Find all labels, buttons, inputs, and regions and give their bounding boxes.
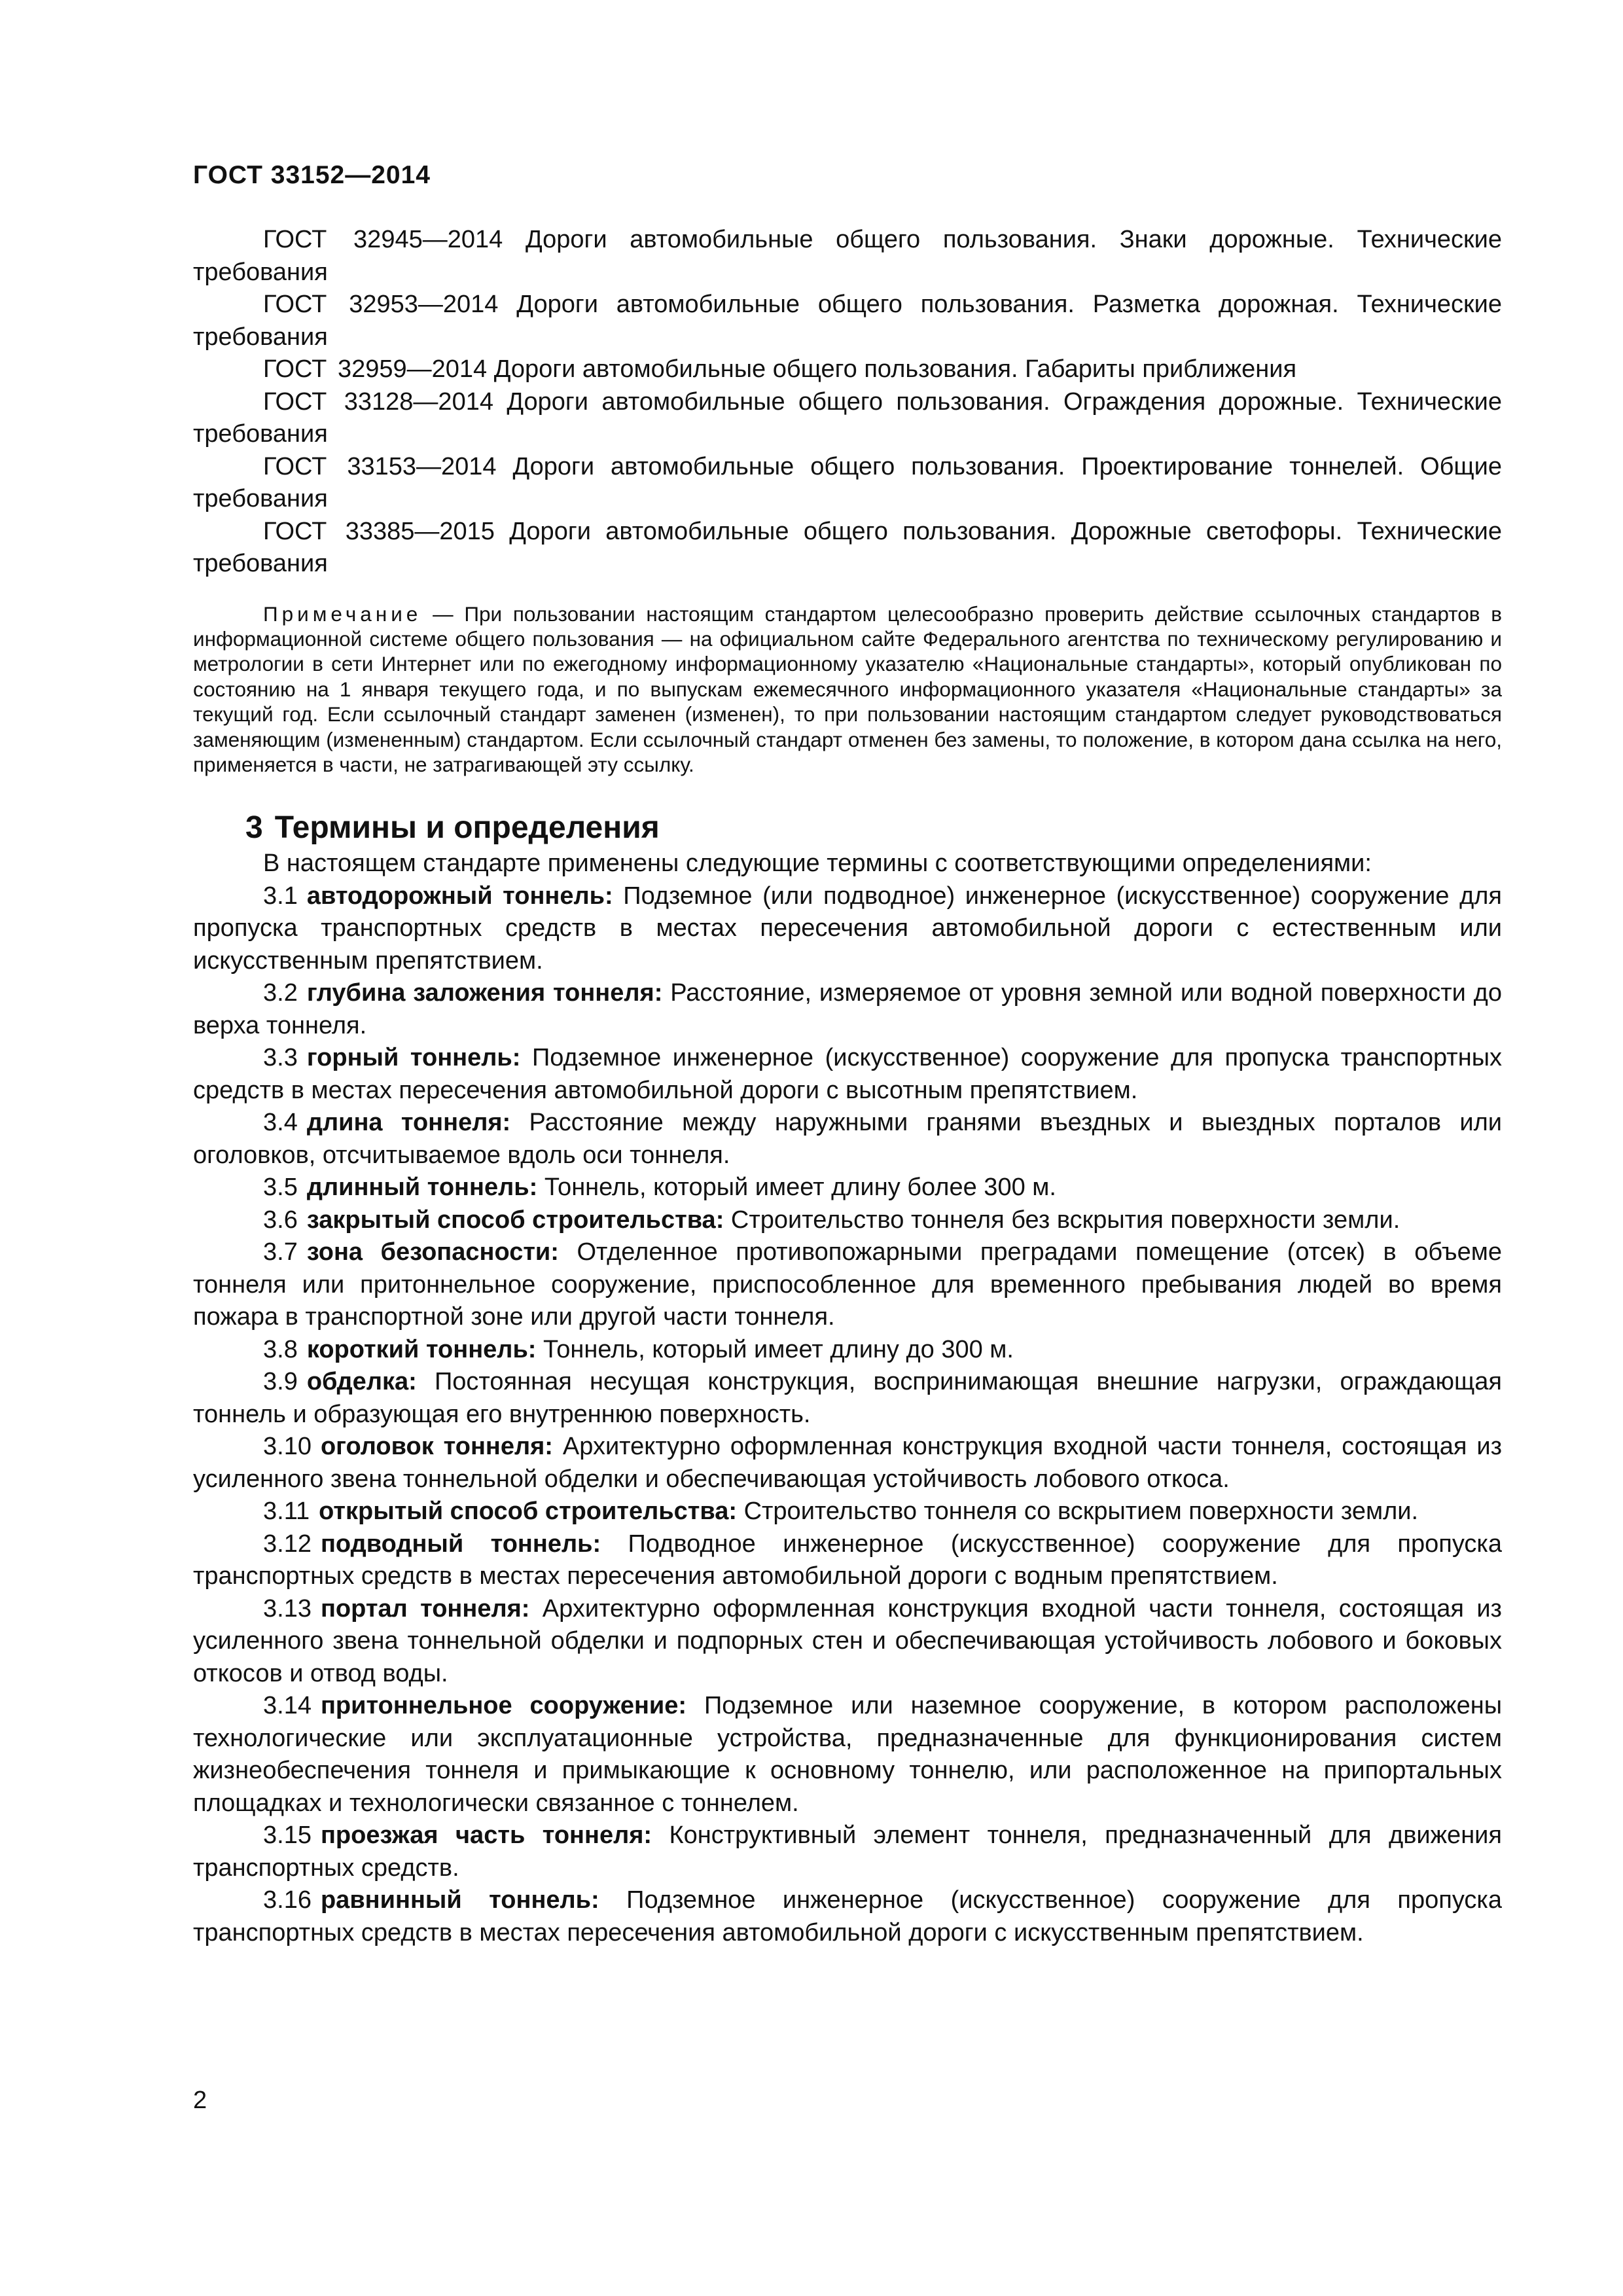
term-definition <box>193 1593 1502 1691</box>
term-number: 3.4 <box>263 1109 298 1137</box>
term-name: проезжая часть тоннеля: <box>320 1821 652 1850</box>
term-name: глубина заложения тоннеля: <box>306 979 663 1007</box>
term-definition <box>193 1366 1502 1431</box>
reference-item <box>193 289 1502 353</box>
term-text: Подземное инженерное (искусственное) сооружение для пропуска транспортных средств в местах пересечения автомобильной дороги с высотным препятствием. <box>193 1044 1502 1104</box>
term-definition <box>193 1204 1502 1237</box>
section-title: Термины и определения <box>274 810 660 846</box>
term-text: Подземное (или подводное) инженерное (искусственное) сооружение для пропуска транспортных средств в местах пересечения автомобильной дороги с естественным или искусственным препятствием. <box>193 882 1502 975</box>
term-name: автодорожный тоннель: <box>306 882 613 910</box>
term-definition <box>193 1496 1502 1528</box>
term-text: Строительство тоннеля без вскрытия поверхности земли. <box>730 1206 1400 1234</box>
term-text: Отделенное противопожарными преградами помещение (отсек) в объеме тоннеля или притоннельное сооружение, приспособленное для временного пребывания людей во время пожара в транспортной зоне или другой части тоннеля. <box>193 1238 1502 1331</box>
term-name: оголовок тоннеля: <box>320 1433 553 1461</box>
term-text: Подводное инженерное (искусственное) сооружение для пропуска транспортных средств в местах пересечения автомобильной дороги с водным препятствием. <box>193 1530 1503 1590</box>
reference-item <box>193 451 1502 516</box>
term-name: короткий тоннель: <box>306 1335 537 1363</box>
reference-item <box>193 516 1502 581</box>
term-definition <box>193 880 1502 978</box>
note-label: Примечание <box>263 601 422 626</box>
term-name: длинный тоннель: <box>306 1174 538 1202</box>
term-name: обделка: <box>306 1368 417 1396</box>
reference-title: Дороги автомобильные общего пользования. Разметка дорожная. Технические требования <box>193 291 1502 351</box>
term-name: закрытый способ строительства: <box>306 1206 724 1234</box>
note-paragraph <box>193 601 1502 778</box>
reference-code: ГОСТ 32953—2014 <box>263 291 499 318</box>
term-definition <box>193 1528 1502 1593</box>
term-name: равнинный тоннель: <box>320 1886 599 1914</box>
term-definition <box>193 1820 1502 1884</box>
term-number: 3.5 <box>263 1174 298 1202</box>
term-text: Архитектурно оформленная конструкция входной части тоннеля, состоящая из усиленного звена тоннельной обделки и подпорных стен и обеспечивающая устойчивость лобового и боковых откосов и отвод воды. <box>193 1594 1502 1687</box>
section-heading <box>245 808 1502 848</box>
term-name: подводный тоннель: <box>320 1530 601 1558</box>
reference-title: Дороги автомобильные общего пользования. Дорожные светофоры. Технические требования <box>193 517 1503 577</box>
term-text: Подземное или наземное сооружение, в котором расположены технологические или эксплуатационные устройства, предназначенные для функционирования систем жизнеобеспечения тоннеля и примыкающие к основному тоннелю, или расположенное на припортальных площадках и технологически связанное с тоннелем. <box>193 1692 1503 1817</box>
reference-code: ГОСТ 33128—2014 <box>263 387 493 416</box>
term-definition <box>193 1042 1502 1107</box>
term-number: 3.11 <box>263 1498 310 1526</box>
page-content <box>193 224 1502 1949</box>
term-number: 3.3 <box>263 1044 298 1072</box>
term-name: зона безопасности: <box>306 1238 559 1266</box>
term-number: 3.9 <box>263 1368 298 1396</box>
reference-item <box>193 386 1502 451</box>
reference-code: ГОСТ 33153—2014 <box>263 452 497 480</box>
term-name: притоннельное сооружение: <box>320 1692 687 1720</box>
term-definition <box>193 977 1502 1042</box>
term-number: 3.16 <box>263 1886 312 1914</box>
term-number: 3.7 <box>263 1238 298 1266</box>
term-definition <box>193 1334 1502 1367</box>
term-definition <box>193 1431 1502 1496</box>
note-text: — При пользовании настоящим стандартом целесообразно проверить действие ссылочных стандартов в информационной системе общего пользования — на официальном сайте Федерального агентства по техническому регулированию и метрологии в сети Интернет или по ежегодному информационному указателю «Национальные стандарты», который опубликован по состоянию на 1 января текущего года, и по выпускам ежемесячного информационного указателя «Национальные стандарты» за текущий год. Если ссылочный стандарт заменен (изменен), то при пользовании настоящим стандартом следует руководствоваться заменяющим (измененным) стандартом. Если ссылочный стандарт отменен без замены, то положение, в котором дана ссылка на него, применяется в части, не затрагивающей эту ссылку. <box>193 601 1502 776</box>
normative-references-list <box>193 224 1502 581</box>
term-number: 3.1 <box>263 882 298 910</box>
term-number: 3.8 <box>263 1335 298 1363</box>
reference-title: Дороги автомобильные общего пользования. Габариты приближения <box>493 355 1297 383</box>
term-number: 3.14 <box>263 1692 312 1720</box>
term-text: Постоянная несущая конструкция, воспринимающая внешние нагрузки, ограждающая тоннель и образующая его внутреннюю поверхность. <box>193 1368 1502 1428</box>
term-definition <box>193 1172 1502 1204</box>
section-intro: В настоящем стандарте применены следующие термины с соответствующими определениями: <box>263 850 1372 878</box>
reference-code: ГОСТ 33385—2015 <box>263 517 495 545</box>
term-name: портал тоннеля: <box>320 1594 530 1623</box>
term-text: Строительство тоннеля со вскрытием поверхности земли. <box>743 1498 1419 1526</box>
term-definition <box>193 1236 1502 1334</box>
terms-list <box>193 848 1502 1949</box>
term-text: Расстояние между наружными гранями въездных и выездных порталов или оголовков, отсчитываемое вдоль оси тоннеля. <box>193 1109 1503 1169</box>
document-code-header: ГОСТ 33152—2014 <box>193 161 431 189</box>
term-text: Тоннель, который имеет длину более 300 м. <box>544 1174 1056 1202</box>
reference-title: Дороги автомобильные общего пользования. Ограждения дорожные. Технические требования <box>193 387 1503 448</box>
term-name: длина тоннеля: <box>306 1109 511 1137</box>
term-definition <box>193 1107 1502 1172</box>
term-definition <box>193 1884 1502 1949</box>
term-number: 3.13 <box>263 1594 312 1623</box>
reference-title: Дороги автомобильные общего пользования. Знаки дорожные. Технические требования <box>193 226 1503 286</box>
section-number: 3 <box>245 810 263 846</box>
term-text: Архитектурно оформленная конструкция входной части тоннеля, состоящая из усиленного звена тоннельной обделки и обеспечивающая устойчивость лобового откоса. <box>193 1433 1502 1493</box>
term-number: 3.15 <box>263 1821 312 1850</box>
term-text: Тоннель, который имеет длину до 300 м. <box>543 1335 1014 1363</box>
term-number: 3.2 <box>263 979 298 1007</box>
term-number: 3.10 <box>263 1433 312 1461</box>
term-name: открытый способ строительства: <box>319 1498 738 1526</box>
term-number: 3.12 <box>263 1530 312 1558</box>
term-name: горный тоннель: <box>306 1044 521 1072</box>
term-text: Подземное инженерное (искусственное) сооружение для пропуска транспортных средств в местах пересечения автомобильной дороги с искусственным препятствием. <box>193 1886 1502 1946</box>
reference-code: ГОСТ 32959—2014 <box>263 355 488 383</box>
page-number: 2 <box>193 2087 207 2114</box>
term-text: Расстояние, измеряемое от уровня земной или водной поверхности до верха тоннеля. <box>193 979 1502 1039</box>
term-definition <box>193 1690 1502 1820</box>
reference-title: Дороги автомобильные общего пользования. Проектирование тоннелей. Общие требования <box>193 452 1503 512</box>
reference-item <box>193 353 1502 386</box>
term-text: Конструктивный элемент тоннеля, предназначенный для движения транспортных средств. <box>193 1821 1502 1882</box>
reference-item <box>193 224 1502 289</box>
reference-code: ГОСТ 32945—2014 <box>263 226 503 253</box>
term-number: 3.6 <box>263 1206 298 1234</box>
